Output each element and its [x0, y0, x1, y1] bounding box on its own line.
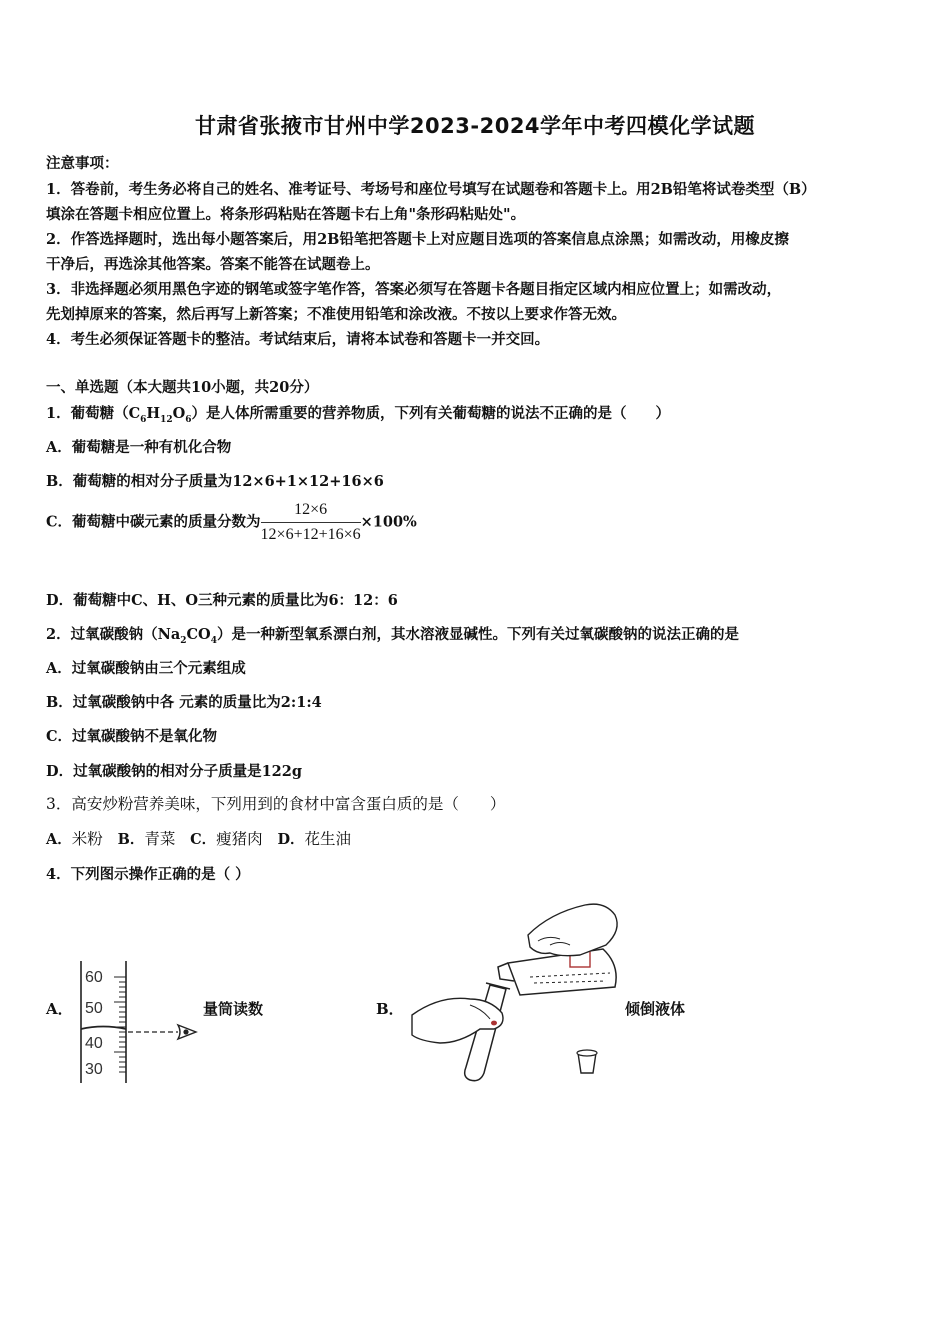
cylinder-tick-60: 60 [85, 969, 103, 986]
q3-option-d-label: D． [277, 831, 305, 848]
q4-stem: 4．下列图示操作正确的是（ ） [46, 866, 250, 883]
q3-option-b-label: B． [117, 831, 145, 848]
cylinder-tick-30: 30 [85, 1061, 103, 1078]
q2-stem-part-b: ）是一种新型氧系漂白剂，其水溶液显碱性。下列有关过氧碳酸钠的说法正确的是 [216, 626, 739, 643]
q3-options [46, 827, 351, 849]
mass-fraction [261, 501, 361, 544]
q1-stem [46, 402, 670, 425]
notice-line-2: 填涂在答题卡相应位置上。将条形码粘贴在答题卡右上角"条形码粘贴处"。 [46, 206, 526, 223]
notice-line-3: 2．作答选择题时，选出每小题答案后，用2B铅笔把答题卡上对应题目选项的答案信息点涂黑；如需改动，用橡皮擦 [46, 231, 789, 248]
q1-h: H [146, 405, 161, 422]
q4-option-b-caption: 倾倒液体 [625, 1000, 686, 1018]
notice-line-7: 4．考生必须保证答题卡的整洁。考试结束后，请将本试卷和答题卡一并交回。 [46, 331, 550, 348]
right-hand [528, 904, 617, 956]
q3-option-c-label: C． [190, 831, 217, 848]
q1-option-c-prefix: C．葡萄糖中碳元素的质量分数为 [46, 513, 261, 531]
q3-option-a-label: A． [46, 831, 72, 848]
q2-option-a: A．过氧碳酸钠由三个元素组成 [46, 660, 246, 677]
q1-option-b: B．葡萄糖的相对分子质量为12×6+1×12+16×6 [46, 473, 384, 490]
q1-stem-part-b: ）是人体所需重要的营养物质，下列有关葡萄糖的说法不正确的是（ ） [191, 405, 671, 422]
q3-option-a: 米粉 [71, 830, 103, 848]
cylinder-tick-40: 40 [85, 1035, 103, 1052]
q1-o: O [172, 405, 186, 422]
section-heading: 一、单选题（本大题共10小题，共20分） [46, 379, 319, 396]
q3-option-d: 花生油 [304, 830, 352, 848]
q1-sub-6b: 6 [185, 414, 192, 425]
q2-co: CO [186, 626, 211, 643]
q2-option-c: C．过氧碳酸钠不是氧化物 [46, 728, 218, 745]
q2-option-d: D．过氧碳酸钠的相对分子质量是122g [46, 763, 302, 780]
q4-option-a-label: A． [46, 1000, 73, 1018]
q2-stem [46, 623, 739, 646]
q2-stem-part-a: 2．过氧碳酸钠（Na [46, 626, 181, 643]
fraction-denominator: 12×6+12+16×6 [260, 526, 361, 543]
q1-sub-6: 6 [140, 414, 147, 425]
notice-line-1: 1．答卷前，考生务必将自己的姓名、准考证号、考场号和座位号填写在试题卷和答题卡上。用2B铅笔将试卷类型（B） [46, 181, 816, 198]
q4-option-a-caption: 量筒读数 [203, 1000, 264, 1018]
q3-option-b: 青菜 [144, 830, 176, 848]
notice-line-6: 先划掉原来的答案，然后再写上新答案；不准使用铅笔和涂改液。不按以上要求作答无效。 [46, 306, 626, 323]
q1-option-c-suffix: ×100% [360, 513, 417, 531]
q2-sub-4: 4 [210, 635, 217, 646]
q1-option-d: D．葡萄糖中C、H、O三种元素的质量比为6：12：6 [46, 592, 398, 609]
q2-sub-2: 2 [180, 635, 187, 646]
cylinder-tick-50: 50 [85, 1000, 103, 1017]
q1-option-a: A．葡萄糖是一种有机化合物 [46, 439, 232, 456]
q3-option-c: 瘦猪肉 [216, 830, 263, 848]
q2-option-b: B．过氧碳酸钠中各 元素的质量比为2:1:4 [46, 694, 322, 711]
exam-title: 甘肃省张掖市甘州中学2023-2024学年中考四模化学试题 [194, 114, 756, 138]
notice-line-4: 干净后，再选涂其他答案。答案不能答在试题卷上。 [46, 256, 380, 273]
q3-stem: 3．高安炒粉营养美味，下列用到的食材中富含蛋白质的是（ ） [46, 795, 506, 813]
notice-heading: 注意事项： [46, 155, 119, 172]
fraction-numerator: 12×6 [261, 501, 361, 523]
q1-option-c [46, 501, 417, 544]
graduated-cylinder-figure [70, 955, 205, 1090]
q1-stem-part-a: 1．葡萄糖（C [46, 405, 141, 422]
q1-sub-12: 12 [160, 414, 173, 425]
notice-line-5: 3．非选择题必须用黑色字迹的钢笔或签字笔作答，答案必须写在答题卡各题目指定区域内相应位置上；如需改动， [46, 281, 782, 298]
liquid-meniscus [81, 1027, 126, 1030]
q4-option-b-label: B． [376, 1000, 404, 1018]
pouring-liquid-figure [410, 895, 625, 1090]
